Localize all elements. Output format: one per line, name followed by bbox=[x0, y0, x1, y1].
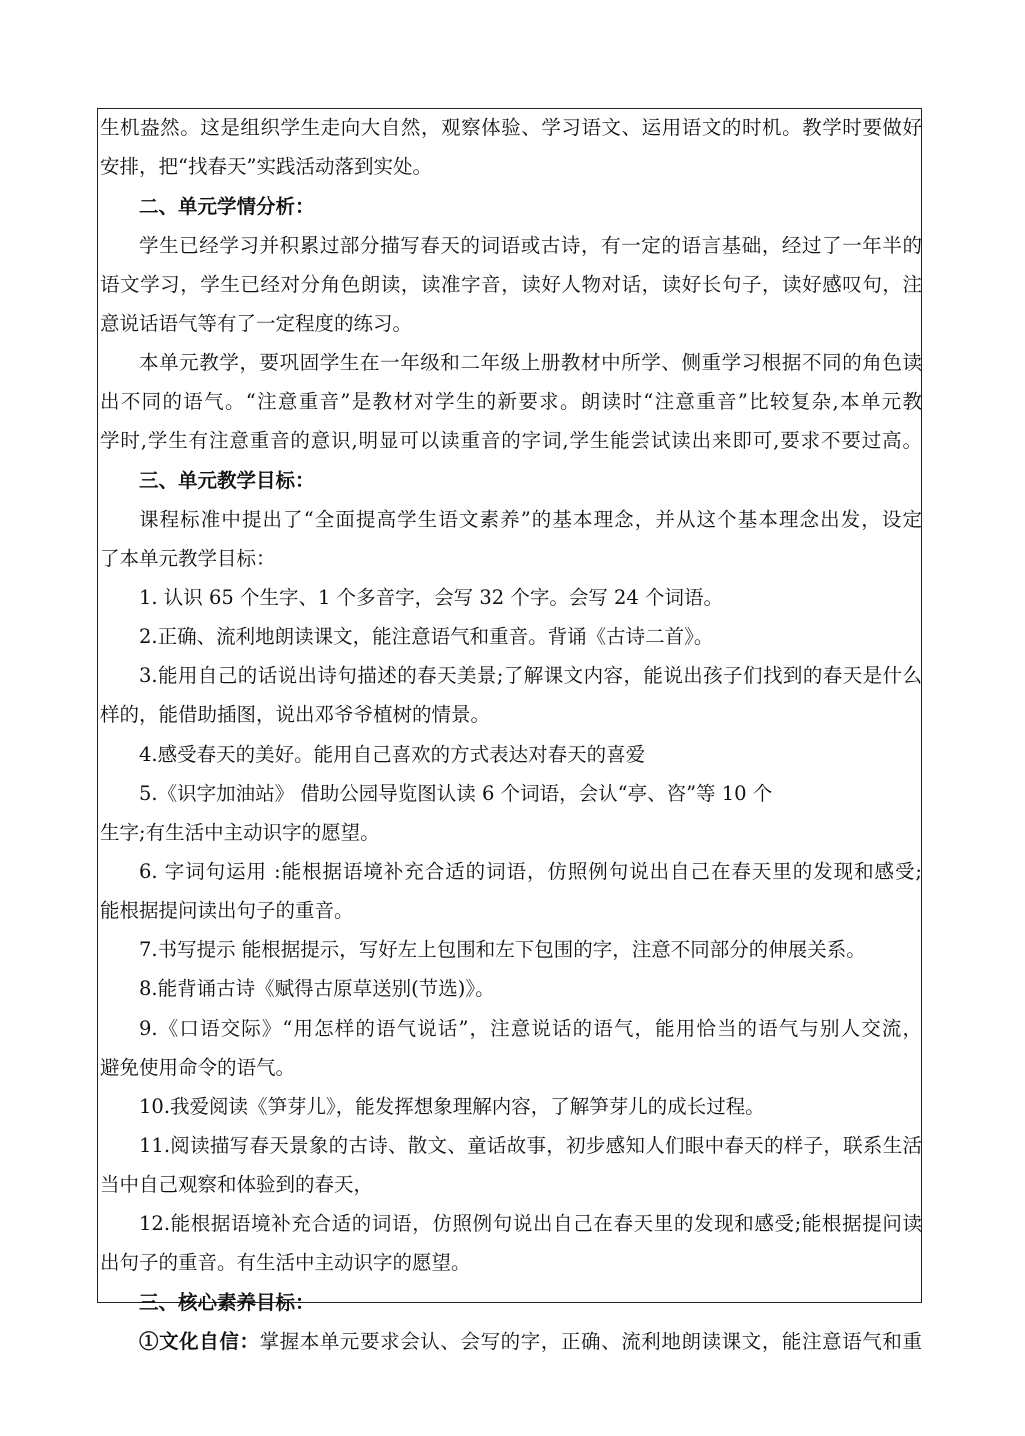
text-line: 避免使用命令的语气。 bbox=[100, 1056, 296, 1079]
text-line: 语文学习，学生已经对分角色朗读，读准字音，读好人物对话，读好长句子，读好感叹句，注 bbox=[100, 273, 922, 296]
text-line: 生字;有生活中主动识字的愿望。 bbox=[100, 821, 380, 844]
list-item: 9.《口语交际》“用怎样的语气说话”，注意说话的语气，能用恰当的语气与别人交流， bbox=[139, 1017, 922, 1040]
text-line: 学生已经学习并积累过部分描写春天的词语或古诗，有一定的语言基础，经过了一年半的 bbox=[139, 234, 922, 257]
text-line bbox=[100, 1325, 922, 1359]
list-item: 3.能用自己的话说出诗句描述的春天美景;了解课文内容，能说出孩子们找到的春天是什么 bbox=[139, 664, 922, 687]
text-line: 本单元教学，要巩固学生在一年级和二年级上册教材中所学、侧重学习根据不同的角色读 bbox=[139, 351, 922, 374]
section-heading: 二、单元学情分析： bbox=[139, 195, 315, 218]
text-line: 课程标准中提出了“全面提高学生语文素养”的基本理念，并从这个基本理念出发，设定 bbox=[139, 508, 922, 531]
core-goal-text: 掌握本单元要求会认、会写的字，正确、流利地朗读课文，能注意语气和重 bbox=[259, 1330, 922, 1353]
list-item: 6. 字词句运用 :能根据语境补充合适的词语，仿照例句说出自己在春天里的发现和感受; bbox=[139, 860, 922, 883]
list-item: 7.书写提示 能根据提示，写好左上包围和左下包围的字，注意不同部分的伸展关系。 bbox=[139, 938, 866, 961]
text-line: 当中自己观察和体验到的春天， bbox=[100, 1173, 374, 1196]
list-item: 10.我爱阅读《笋芽儿》，能发挥想象理解内容，了解笋芽儿的成长过程。 bbox=[139, 1095, 765, 1118]
section-heading: 三、单元教学目标： bbox=[139, 469, 315, 492]
text-line: 学时,学生有注意重音的意识,明显可以读重音的字词,学生能尝试读出来即可,要求不要过高。 bbox=[100, 429, 922, 452]
list-item: 12.能根据语境补充合适的词语，仿照例句说出自己在春天里的发现和感受;能根据提问读 bbox=[139, 1212, 922, 1235]
list-item: 11.阅读描写春天景象的古诗、散文、童话故事，初步感知人们眼中春天的样子，联系生活 bbox=[139, 1134, 922, 1157]
text-line: 样的，能借助插图，说出邓爷爷植树的情景。 bbox=[100, 703, 491, 726]
text-line: 出句子的重音。有生活中主动识字的愿望。 bbox=[100, 1251, 471, 1274]
text-line: 能根据提问读出句子的重音。 bbox=[100, 899, 354, 922]
list-item: 1. 认识 65 个生字、1 个多音字，会写 32 个字。会写 24 个词语。 bbox=[139, 586, 724, 609]
list-item: 4.感受春天的美好。能用自己喜欢的方式表达对春天的喜爱 bbox=[139, 743, 646, 766]
text-line: 生机盎然。这是组织学生走向大自然，观察体验、学习语文、运用语文的时机。教学时要做好 bbox=[100, 116, 922, 139]
text-line: 安排，把“找春天”实践活动落到实处。 bbox=[100, 155, 432, 178]
text-line: 意说话语气等有了一定程度的练习。 bbox=[100, 312, 413, 335]
text-line: 了本单元教学目标： bbox=[100, 547, 276, 570]
list-item: 5.《识字加油站》 借助公园导览图认读 6 个词语，会认“亭、咨”等 10 个 bbox=[139, 782, 773, 805]
core-goal-label: ①文化自信： bbox=[139, 1330, 260, 1353]
list-item: 8.能背诵古诗《赋得古原草送别(节选)》。 bbox=[139, 977, 495, 1000]
text-line: 出不同的语气。“注意重音”是教材对学生的新要求。朗读时“注意重音”比较复杂,本单元教 bbox=[100, 390, 922, 413]
list-item: 2.正确、流利地朗读课文，能注意语气和重音。背诵《古诗二首》。 bbox=[139, 625, 714, 648]
section-heading: 三、核心素养目标： bbox=[139, 1291, 315, 1314]
